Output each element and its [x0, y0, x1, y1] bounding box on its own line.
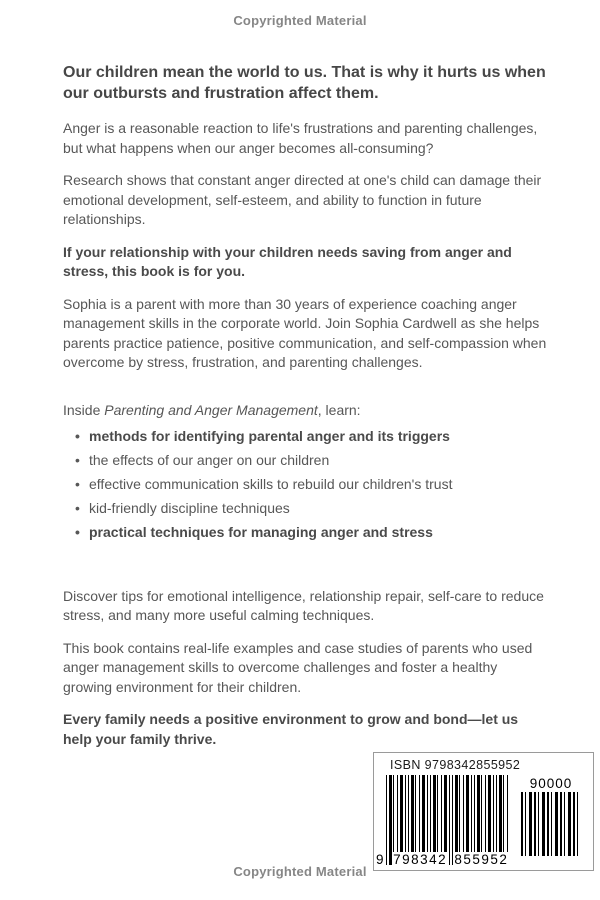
barcode-digit-group: 798342	[393, 852, 448, 867]
bullet-item: • practical techniques for managing anger and stress	[75, 523, 550, 543]
paragraph-case-studies: This book contains real-life examples and case studies of parents who used anger management skills to overcome challenges and foster a healthy growing environment for their children.	[63, 639, 533, 695]
learn-intro-prefix: Inside	[63, 401, 105, 418]
book-title: Parenting and Anger Management	[104, 401, 318, 418]
back-cover-text	[63, 62, 550, 762]
bullet-item: • methods for identifying parental anger and its triggers	[75, 427, 550, 447]
paragraph-discover: Discover tips for emotional intelligence, relationship repair, self-care to reduce stress, and many more useful calming techniques.	[63, 587, 544, 623]
learn-bullet-list	[63, 427, 550, 543]
isbn-barcode-box	[373, 752, 594, 871]
addon-bars-icon	[521, 792, 581, 856]
learn-intro-line	[63, 401, 550, 421]
paragraph-saving: If your relationship with your children needs saving from anger and stress, this book is for you.	[63, 243, 512, 279]
paragraph-research: Research shows that constant anger directed at one's child can damage their emotional development, self-esteem, and ability to function in future relationships.	[63, 172, 542, 227]
barcode-digit-lead: 9	[376, 852, 384, 867]
barcode-row	[374, 775, 593, 865]
ean13-barcode	[376, 775, 510, 867]
learn-intro-suffix: , learn:	[317, 401, 361, 418]
ean5-addon-barcode	[520, 775, 582, 856]
paragraph-sophia: Sophia is a parent with more than 30 years of experience coaching anger management skills in the corporate world. Join Sophia Cardwell as she helps parents practice patience, positive communication, and self-compassion when overcome by stress, frustration, and parenting challenges.	[63, 295, 547, 370]
copyright-banner-bottom-label: Copyrighted Material	[233, 864, 367, 879]
addon-value: 90000	[529, 776, 573, 791]
paragraph-reaction: Anger is a reasonable reaction to life's frustrations and parenting challenges, but what happens when our anger becomes all-consuming?	[63, 120, 538, 156]
copyright-banner-top	[0, 13, 600, 28]
bullet-item: • kid-friendly discipline techniques	[75, 499, 550, 519]
bullet-item: • the effects of our anger on our children	[75, 451, 550, 471]
paragraph-closing: Every family needs a positive environment to grow and bond—let us help your family thrive.	[63, 711, 519, 747]
headline: Our children mean the world to us. That is why it hurts us when our outbursts and frustration affect them.	[63, 64, 546, 102]
bullet-item: • effective communication skills to rebuild our children's trust	[75, 475, 550, 495]
copyright-banner-bottom	[0, 864, 600, 879]
copyright-banner-top-label: Copyrighted Material	[233, 13, 367, 28]
isbn-label: ISBN 9798342855952	[390, 758, 521, 772]
barcode-digit-group: 855952	[454, 852, 509, 867]
